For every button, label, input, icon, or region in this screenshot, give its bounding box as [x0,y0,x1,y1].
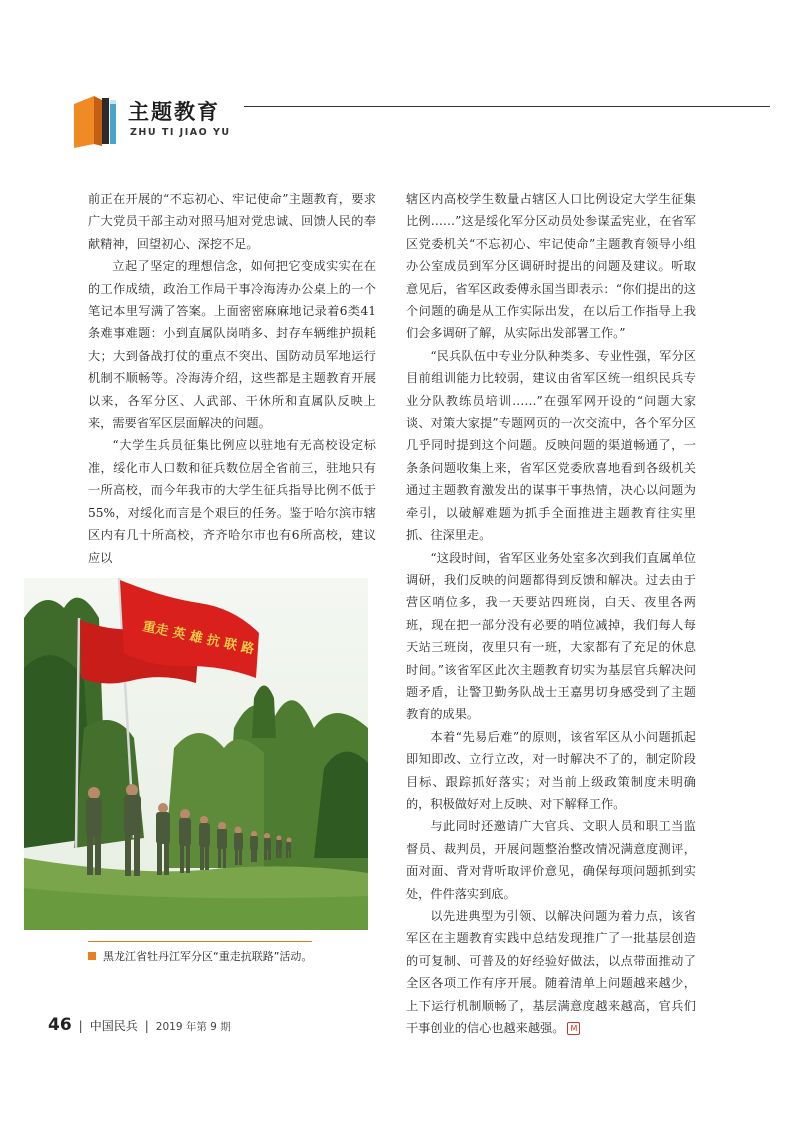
header-divider [244,106,770,107]
left-paragraph-2: 立起了坚定的理想信念，如何把它变成实实在在的工作成绩，政治工作局干事冷海涛办公桌上的一个笔记本里写满了答案。上面密密麻麻地记录着6类41条难事难题：小到直属队岗哨多、封存车辆维护损耗大；大到备战打仗的重点不突出、国防动员军地运行机制不顺畅等。冷海涛介绍，这些都是主题教育开展以来，各军分区、人武部、干休所和直属队反映上来，需要省军区层面解决的问题。 [88,259,376,431]
article-right-column [406,188,696,1039]
section-title: 主题教育 [128,100,220,124]
footer-separator: | [78,1019,83,1033]
issue-label: 2019 年第 9 期 [155,1021,231,1033]
right-paragraph-4: 本着“先易后难”的原则，该省军区从小问题抓起即知即改、立行立改，对一时解决不了的，制定阶段目标、跟踪抓好落实；对当前上级政策制度未明确的，积极做好对上反映、对下解释工作。 [406,729,696,811]
caption-divider [88,941,312,942]
article-end-mark-icon: M [567,1022,580,1035]
article-left-column [88,188,376,569]
footer-separator: | [144,1019,149,1033]
page-number: 46 [48,1015,72,1035]
magazine-name: 中国民兵 [89,1019,138,1033]
right-paragraph-2: “民兵队伍中专业分队种类多、专业性强，军分区目前组训能力比较弱，建议由省军区统一组织民兵专业分队教练员培训……”在强军网开设的“问题大家谈、对策大家提”专题网页的一次交流中，各个军分区几乎同时提到这个问题。反映问题的渠道畅通了，一条条问题收集上来，省军区党委欣喜地看到各级机关通过主题教育激发出的谋事干事热情，决心以问题为牵引，以破解难题为抓手全面推进主题教育往实里抓、往深里走。 [406,348,696,543]
right-paragraph-1: 辖区内高校学生数量占辖区人口比例设定大学生征集比例……”这是绥化军分区动员处参谋孟宪业，在省军区党委机关“不忘初心、牢记使命”主题教育领导小组办公室成员到军分区调研时提出的问题及建议。听取意见后，省军区政委傅永国当即表示：“你们提出的这个问题的确是从工作实际出发，在以后工作指导上我们会多调研了解，从实际出发部署工作。” [406,192,696,341]
flag-banner-text: 重走 英 雄 抗 联 路 [141,619,256,658]
caption-text: 黑龙江省牡丹江军分区“重走抗联路”活动。 [103,950,313,963]
photo-caption [88,948,312,964]
right-paragraph-3: “这段时间，省军区业务处室多次到我们直属单位调研，我们反映的问题都得到反馈和解决。过去由于营区哨位多，我一天要站四班岗，白天、夜里各两班，现在把一部分没有必要的哨位减掉，我们每人每天站三班岗，夜里只有一班，大家都有了充足的休息时间。”该省军区此次主题教育切实为基层官兵解决问题矛盾，让警卫勤务队战士王嘉男切身感受到了主题教育的成果。 [406,550,696,722]
column-book-logo-icon [72,92,120,148]
left-paragraph-1: 前正在开展的“不忘初心、牢记使命”主题教育，要求广大党员干部主动对照马旭对党忠诚、回馈人民的奉献精神，回望初心、深挖不足。 [88,192,376,251]
left-paragraph-3: “大学生兵员征集比例应以驻地有无高校设定标准，绥化市人口数和征兵数位居全省前三，驻地只有一所高校，而今年我市的大学生征兵指导比例不低于55%，对绥化而言是个艰巨的任务。鉴于哈尔滨市辖区内有几十所高校，齐齐哈尔市也有6所高校，建议应以 [88,438,376,565]
right-paragraph-6-text: 以先进典型为引领、以解决问题为着力点，该省军区在主题教育实践中总结发现推广了一批基层创造的可复制、可普及的好经验好做法，以点带面推动了全区各项工作有序开展。随着清单上问题越来越少，上下运行机制顺畅了，基层满意度越来越高，官兵们干事创业的信心也越来越强。 [406,909,696,1036]
right-paragraph-5: 与此同时还邀请广大官兵、文职人员和职工当监督员、裁判员，开展问题整治整改情况满意度测评，面对面、背对背听取评价意见，确保每项问题抓到实处，件件落实到底。 [406,819,696,901]
section-subtitle: ZHU TI JIAO YU [130,127,231,138]
page-footer [48,1015,231,1035]
right-paragraph-6 [406,905,696,1039]
march-photo [24,578,368,930]
caption-square-icon [88,952,96,960]
